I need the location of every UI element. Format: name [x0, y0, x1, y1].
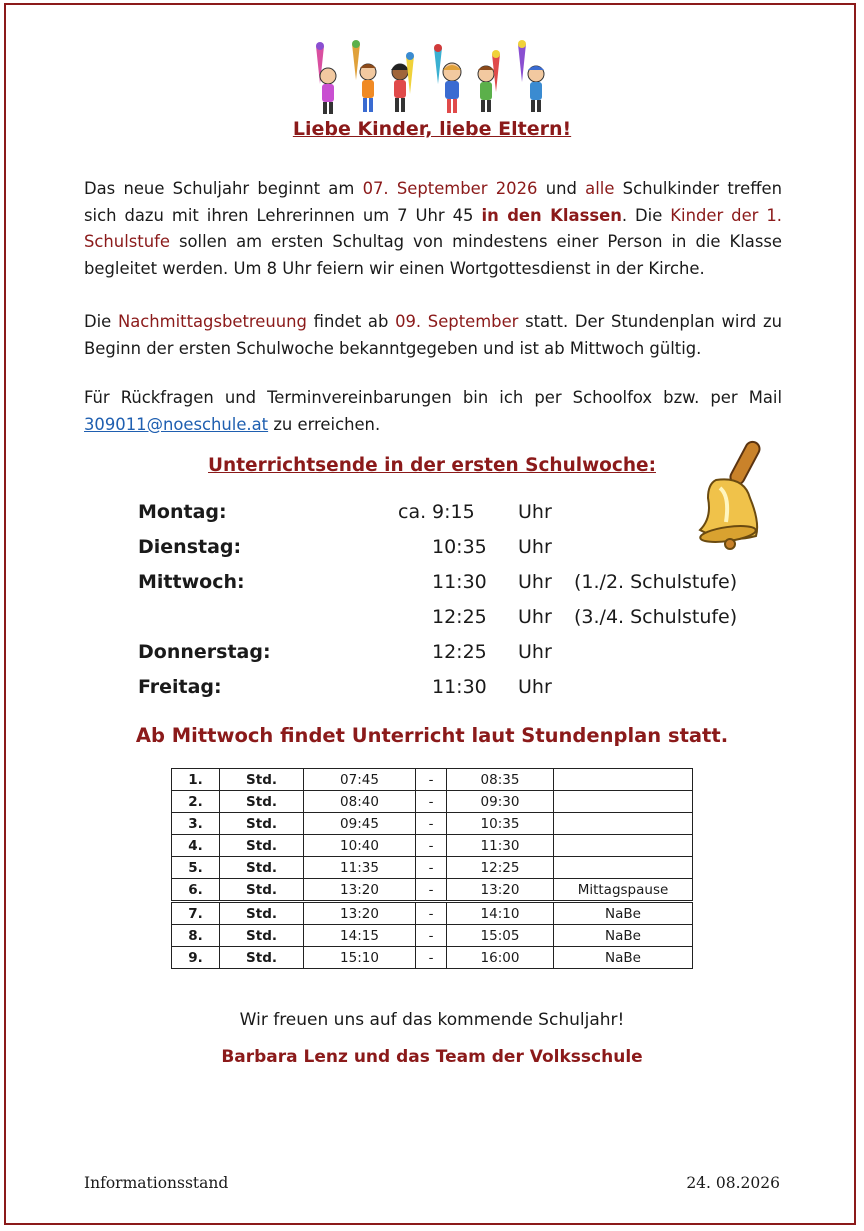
period-note: NaBe [554, 902, 693, 925]
period-unit: Std. [220, 769, 304, 791]
period-number: 2. [172, 791, 220, 813]
time-unit: Uhr [518, 676, 552, 698]
end-time: 12:25 [432, 606, 487, 628]
period-unit: Std. [220, 791, 304, 813]
nabe-date: 09. September [395, 312, 519, 331]
end-time: 11:30 [447, 835, 554, 857]
headline: Liebe Kinder, liebe Eltern! [292, 118, 572, 140]
text: statt. Der Stundenplan wird zu Beginn der ersten Schulwoche bekanntgegeben und ist ab Mittwoch gültig. [84, 312, 782, 358]
end-time: 12:25 [432, 641, 487, 663]
period-note: Mittagspause [554, 879, 693, 902]
period-number: 6. [172, 879, 220, 902]
table-row [172, 925, 693, 947]
footer-status-label: Informationsstand [84, 1174, 229, 1192]
schedule-title: Unterrichtsende in der ersten Schulwoche: [208, 455, 656, 476]
end-time: 10:35 [447, 813, 554, 835]
end-time: 14:10 [447, 902, 554, 925]
time-dash: - [416, 791, 447, 813]
end-time: 15:05 [447, 925, 554, 947]
text: und [537, 179, 586, 198]
highlight-alle: alle [585, 179, 615, 198]
table-row [172, 947, 693, 969]
start-time: 14:15 [304, 925, 416, 947]
period-unit: Std. [220, 925, 304, 947]
time-unit: Uhr [518, 641, 552, 663]
end-time: 10:35 [432, 536, 487, 558]
period-note [554, 813, 693, 835]
table-row [172, 902, 693, 925]
text: Schulkinder treffen sich dazu mit ihren Lehrerinnen um 7 Uhr 45 [84, 179, 782, 225]
text: Das neue Schuljahr beginnt am [84, 179, 363, 198]
time-dash: - [416, 902, 447, 925]
day-label: Donnerstag: [138, 641, 271, 663]
text: Für Rückfragen und Terminvereinbarungen bin ich per Schoolfox bzw. per Mail [84, 388, 782, 407]
bell-icon [686, 436, 778, 554]
period-unit: Std. [220, 857, 304, 879]
end-time: 11:30 [432, 676, 487, 698]
end-time: 08:35 [447, 769, 554, 791]
email-link[interactable]: 309011@noeschule.at [84, 414, 269, 434]
text: zu erreichen. [268, 414, 381, 434]
time-dash: - [416, 769, 447, 791]
highlight-kinder: Kinder der 1. Schulstufe [84, 205, 782, 251]
period-number: 9. [172, 947, 220, 969]
period-number: 7. [172, 902, 220, 925]
day-label: Dienstag: [138, 536, 242, 558]
period-note: NaBe [554, 947, 693, 969]
table-row [172, 813, 693, 835]
paragraph-contact [84, 385, 782, 438]
text: Die [84, 312, 118, 331]
time-unit: Uhr [518, 501, 552, 523]
period-note [554, 857, 693, 879]
text: findet ab [306, 312, 396, 331]
period-note: NaBe [554, 925, 693, 947]
period-note [554, 769, 693, 791]
paragraph-nabe [84, 309, 782, 362]
highlight-klassen: in den Klassen [481, 205, 622, 225]
table-row [172, 857, 693, 879]
time-unit: Uhr [518, 536, 552, 558]
start-time: 11:35 [304, 857, 416, 879]
child-figure [518, 40, 544, 112]
start-time: 13:20 [304, 879, 416, 902]
period-unit: Std. [220, 947, 304, 969]
period-note [554, 791, 693, 813]
period-unit: Std. [220, 835, 304, 857]
table-row [172, 879, 693, 902]
footer-date: 24. 08.2026 [686, 1174, 780, 1192]
child-figure [478, 50, 500, 112]
end-time: 13:20 [447, 879, 554, 902]
time-unit: Uhr [518, 606, 552, 628]
time-prefix: ca. [398, 501, 427, 523]
start-time: 08:40 [304, 791, 416, 813]
grade-note: (3./4. Schulstufe) [574, 606, 738, 628]
child-figure [434, 44, 461, 113]
time-dash: - [416, 925, 447, 947]
table-row [172, 835, 693, 857]
day-label: Freitag: [138, 676, 222, 698]
day-label: Montag: [138, 501, 227, 523]
period-number: 3. [172, 813, 220, 835]
children-school-cones-illustration [302, 40, 558, 116]
closing-text: Wir freuen uns auf das kommende Schuljahr! [239, 1010, 625, 1030]
signature: Barbara Lenz und das Team der Volksschule [221, 1047, 643, 1067]
end-time: 11:30 [432, 571, 487, 593]
period-number: 8. [172, 925, 220, 947]
period-note [554, 835, 693, 857]
start-time: 09:45 [304, 813, 416, 835]
grade-note: (1./2. Schulstufe) [574, 571, 738, 593]
period-unit: Std. [220, 879, 304, 902]
period-unit: Std. [220, 813, 304, 835]
start-date: 07. September 2026 [362, 179, 538, 198]
timetable-banner: Ab Mittwoch findet Unterricht laut Stundenplan statt. [135, 724, 729, 747]
end-time: 09:30 [447, 791, 554, 813]
start-time: 07:45 [304, 769, 416, 791]
child-figure [352, 40, 376, 112]
child-figure [391, 52, 414, 112]
time-dash: - [416, 879, 447, 902]
day-label: Mittwoch: [138, 571, 245, 593]
time-dash: - [416, 835, 447, 857]
start-time: 13:20 [304, 902, 416, 925]
period-number: 4. [172, 835, 220, 857]
text: . Die [621, 205, 671, 225]
paragraph-school-start [84, 176, 782, 282]
table-row [172, 791, 693, 813]
time-dash: - [416, 857, 447, 879]
end-time: 9:15 [432, 501, 475, 523]
period-number: 1. [172, 769, 220, 791]
text: sollen am ersten Schultag von mindestens einer Person in die Klasse begleitet werden. Um 8 Uhr feiern wir einen Wortgottesdienst in der Kirche. [84, 232, 782, 278]
table-row [172, 769, 693, 791]
start-time: 15:10 [304, 947, 416, 969]
start-time: 10:40 [304, 835, 416, 857]
period-number: 5. [172, 857, 220, 879]
time-dash: - [416, 947, 447, 969]
period-unit: Std. [220, 902, 304, 925]
end-time: 16:00 [447, 947, 554, 969]
time-unit: Uhr [518, 571, 552, 593]
time-dash: - [416, 813, 447, 835]
highlight-nabe: Nachmittagsbetreuung [117, 312, 307, 331]
timetable [171, 768, 693, 969]
child-figure [316, 42, 336, 114]
end-time: 12:25 [447, 857, 554, 879]
